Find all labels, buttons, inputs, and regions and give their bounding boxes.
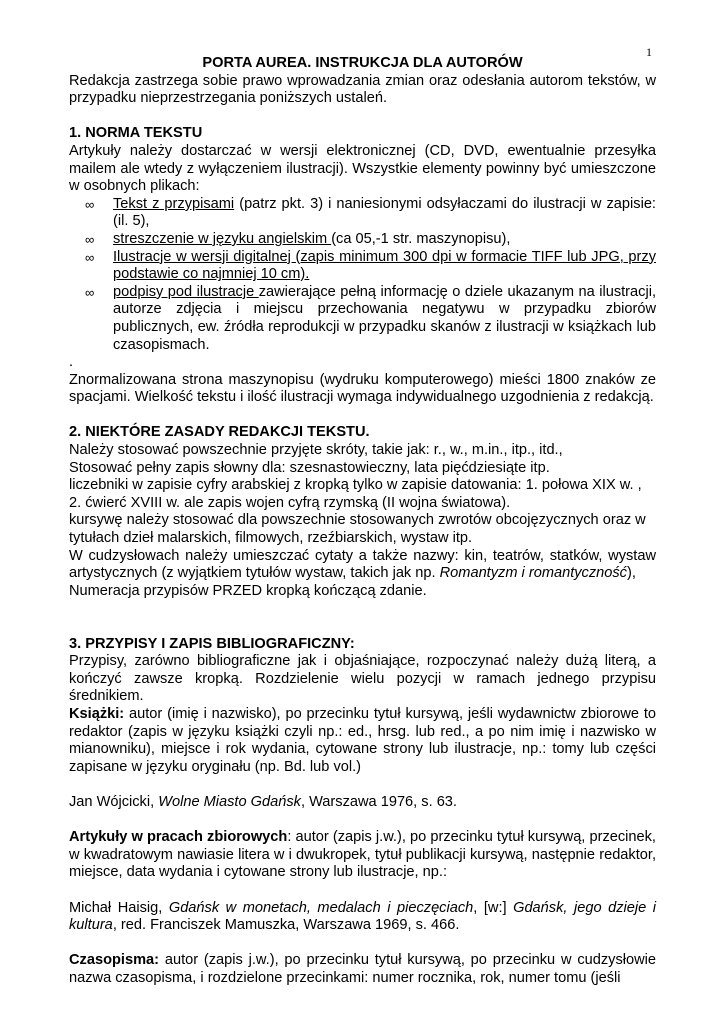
section-3-heading: 3. PRZYPISY I ZAPIS BIBLIOGRAFICZNY: (69, 635, 355, 652)
list-item-text: (patrz pkt. 3) i naniesionymi odsyłaczami do ilustracji w zapisie: (il. 5), (113, 195, 656, 230)
section-2-line-3: liczebniki w zapisie cyfry arabskiej z kropką tylko w zapisie datowania: 1. połowa XIX w. , 2. ćwierć XVIII w. ale zapis wojen cyfrą rzymską (II wojna światowa). (69, 477, 642, 511)
example-title: Wolne Miasto Gdańsk (158, 793, 301, 810)
example-author: Michał Haisig, (69, 899, 169, 916)
infinity-bullet-icon: ∞ (85, 249, 95, 265)
list-item-underlined: Tekst z przypisami (113, 195, 235, 212)
section-2-heading: 2. NIEKTÓRE ZASADY REDAKCJI TEKSTU. (69, 424, 370, 441)
example-title: Gdańsk w monetach, medalach i pieczęciach (168, 899, 474, 916)
italic-title: Romantyzm i romantyczność (439, 565, 627, 582)
document-body (69, 55, 656, 987)
list-item (85, 195, 656, 231)
example-article (69, 900, 656, 935)
stray-dot: . (69, 354, 74, 371)
line-text: W cudzysłowach należy umieszczać cytaty a także nazwy: kin, teatrów, statków, wystaw artystycznych (z wyjątkiem tytułów wystaw, takich jak np. (69, 547, 656, 582)
list-item-underlined: streszczenie w języku angielskim (113, 230, 332, 247)
journals-label: Czasopisma: (69, 952, 160, 969)
list-item-underlined: podpisy pod ilustracje (113, 283, 259, 300)
articles-text: : autor (zapis j.w.), po przecinku tytuł kursywą, przecinek, w kwadratowym nawiasie litera w i dwukropek, tytuł publikacji kursywą, następnie redaktor, miejsce, data wydania i cytowane strony lub ilustracje, np.: (69, 829, 656, 881)
example-details: , [w:] (473, 899, 514, 916)
section-1-list (69, 196, 656, 354)
example-book (69, 794, 656, 812)
journals-text: autor (zapis j.w.), po przecinku tytuł kursywą, po przecinku w cudzysłowie nazwa czasopisma, i rozdzielone przecinkami: numer rocznika, rok, numer tomu (jeśli (69, 952, 656, 986)
line-text: ), (626, 565, 636, 582)
books-paragraph (69, 706, 656, 776)
list-item-underlined: Ilustracje w wersji digitalnej (zapis minimum 300 dpi w formacie TIFF lub JPG, przy podstawie co najmniej 10 cm). (113, 248, 656, 283)
section-2-line-1: Należy stosować powszechnie przyjęte skróty, takie jak: r., w., m.in., itp., itd., (69, 442, 563, 459)
section-1-heading: 1. NORMA TEKSTU (69, 125, 203, 142)
example-details: , red. Franciszek Mamuszka, Warszawa 1969, s. 466. (112, 917, 460, 934)
articles-label: Artykuły w pracach zbiorowych (69, 829, 288, 846)
intro-paragraph: Redakcja zastrzega sobie prawo wprowadzania zmian oraz odesłania autorom tekstów, w przypadku nieprzestrzegania poniższych ustaleń. (69, 72, 656, 107)
section-2-line-4: kursywę należy stosować dla powszechnie stosowanych zwrotów obcojęzycznych oraz w tytułach dzieł malarskich, filmowych, rzeźbiarskich, wystaw itp. (69, 512, 646, 547)
page-number: 1 (646, 45, 652, 59)
example-author: Jan Wójcicki, (69, 793, 159, 810)
section-1-paragraph-1: Artykuły należy dostarczać w wersji elektronicznej (CD, DVD, ewentualnie przesyłka mailem ale wtedy z wyłączeniem ilustracji). Wszystkie elementy powinny być umieszczone w osobnych plikach: (69, 142, 656, 195)
list-item (85, 283, 656, 354)
journals-paragraph (69, 952, 656, 987)
infinity-bullet-icon: ∞ (85, 284, 95, 300)
section-1-paragraph-2: Znormalizowana strona maszynopisu (wydruku komputerowego) mieści 1800 znaków ze spacjami. Wielkość tekstu i ilość ilustracji wymaga indywidualnego uzgodnienia z redakcją. (69, 371, 656, 406)
section-2-line-6: Numeracja przypisów PRZED kropką kończącą zdanie. (69, 582, 427, 599)
list-item (85, 248, 656, 284)
document-title: PORTA AUREA. INSTRUKCJA DLA AUTORÓW (202, 55, 523, 71)
section-2-line-2: Stosować pełny zapis słowny dla: szesnastowieczny, lata pięćdziesiąte itp. (69, 459, 550, 476)
example-details: , Warszawa 1976, s. 63. (300, 793, 457, 810)
list-item (85, 230, 656, 249)
infinity-bullet-icon: ∞ (85, 231, 95, 247)
example-collection-title: Gdańsk, jego dzieje i kultura (69, 899, 657, 934)
books-text: autor (imię i nazwisko), po przecinku tytuł kursywą, jeśli wydawnictw zbiorowe to redaktor (zapis w języku książki czyli np.: ed., hrsg. lub red., a po nim imię i nazwisko w mianowniku), miejsce i rok wydania, cytowane strony lub ilustracje, np.: tomy lub części zapisane w języku oryginału (np. Bd. lub vol.) (69, 705, 656, 775)
infinity-bullet-icon: ∞ (85, 196, 95, 212)
articles-paragraph (69, 829, 656, 882)
section-3-paragraph-1: Przypisy, zarówno bibliograficzne jak i objaśniające, rozpoczynać należy dużą literą, a kończyć zawsze kropką. Rozdzielenie wielu pozycji w ramach jednego przypisu średnikiem. (69, 653, 656, 705)
section-2-line-5 (69, 548, 656, 583)
books-label: Książki: (69, 705, 125, 722)
list-item-text: zawierające pełną informację o dziele ukazanym na ilustracji, autorze zdjęcia i miejscu przechowania negatywu w przypadku zbiorów publicznych, ew. źródła reprodukcji w przypadku skanów z ilustracji w książkach lub czasopismach. (113, 283, 656, 353)
list-item-text: (ca 05,-1 str. maszynopisu), (331, 230, 511, 247)
